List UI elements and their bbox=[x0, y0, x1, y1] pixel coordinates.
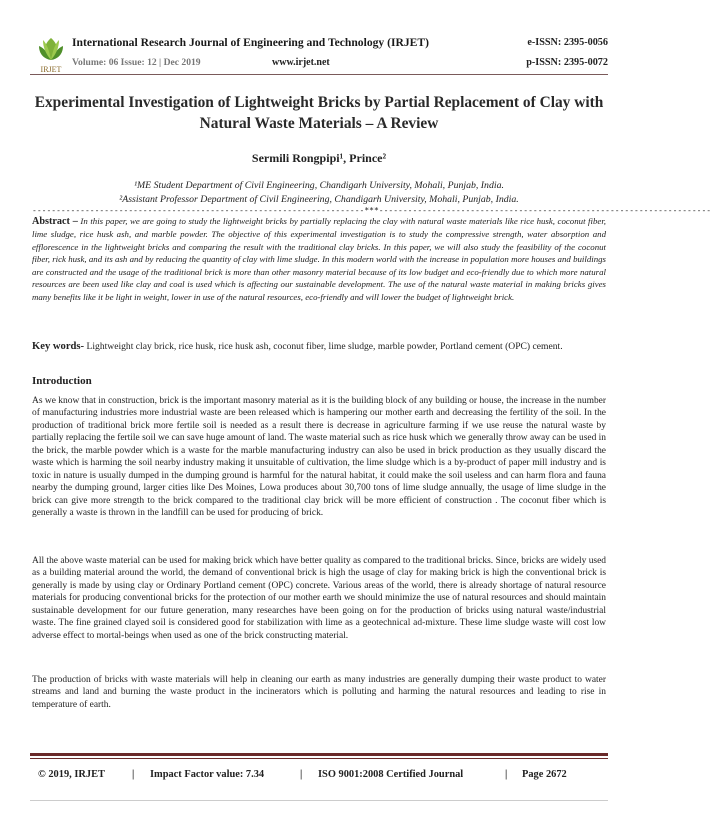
footer-iso: ISO 9001:2008 Certified Journal bbox=[318, 769, 464, 780]
paper-authors: Sermili Rongpipi¹, Prince² bbox=[251, 151, 387, 165]
introduction-heading: Introduction bbox=[32, 375, 92, 387]
logo-text: IRJET bbox=[40, 65, 62, 74]
footer-copyright: © 2019, IRJET bbox=[38, 769, 105, 780]
footer-separator: | bbox=[300, 769, 303, 780]
footer-rule-thin bbox=[30, 758, 608, 759]
abstract bbox=[32, 215, 606, 303]
affiliation-2: ²Assistant Professor Department of Civil Engineering, Chandigarh University, Mohali, Punjab, India. bbox=[119, 194, 519, 205]
paper-title: Experimental Investigation of Lightweight Bricks by Partial Replacement of Clay with Natural Waste Materials – A Review bbox=[34, 94, 604, 132]
introduction-paragraph-3: The production of bricks with waste materials will help in cleaning our earth as many industries are generally dumping their waste product to water streams and land and burning the waste product in the incinerators which is polluting and harming the natural resources and leading to rise in temperature of earth. bbox=[32, 675, 606, 710]
abstract-text: In this paper, we are going to study the lightweight bricks by partially replacing the clay with natural waste materials like rice husk, coconut fiber, lime sludge, rice husk ash, and marble powder. The objective of this experimental investigation is to study the compressive strength, water absorption and efflorescence in the lightweight bricks and comparing the result with the traditional clay bricks. In this paper, we will also study the feasibility of the coconut fiber, rick husk, and its ash and by reducing the quantity of clay with lime sludge. In this modern world with the increase in population more houses and buildings are constructed and the usage of the traditional brick is more than other masonry material because of its low budget and eco-friendly due to which more natural resources are been used like clay and coal is used which is affecting our sustainable development. The use of the natural waste material in making bricks gives many benefits like it be light in weight, lower in use of the natural resources, eco-friendly and will lower the budget of lightweight brick. bbox=[32, 216, 606, 302]
e-issn: e-ISSN: 2395-0056 bbox=[527, 37, 608, 48]
keywords bbox=[32, 340, 606, 353]
abstract-label: Abstract – bbox=[32, 216, 78, 227]
footer-separator: | bbox=[505, 769, 508, 780]
p-issn: p-ISSN: 2395-0072 bbox=[526, 57, 608, 68]
affiliation-1: ¹ME Student Department of Civil Engineering, Chandigarh University, Mohali, Punjab, India. bbox=[134, 180, 504, 191]
footer-separator: | bbox=[132, 769, 135, 780]
footer-rule bbox=[30, 753, 608, 756]
footer-bottom-rule bbox=[30, 800, 608, 801]
journal-name: International Research Journal of Engineering and Technology (IRJET) bbox=[72, 36, 429, 49]
introduction-paragraph-2: All the above waste material can be used for making brick which have better quality as compared to the traditional bricks. Since, bricks are widely used as a building material around the world, the demand of conventional brick is high the usage of clay for making brick is high the conventional brick is generally is made by using clay or Ordinary Portland cement (OPC) concrete. Various areas of the world, there is already shortage of natural resource materials for producing conventional bricks for the protection of our mother earth we should minimize the use of natural resources and should maintain sustainable development for our future generation, many researches have been going on for the production of bricks using natural waste/industrial waste. The fine grained clayed soil is considered good for stabilization with lime as a geotechnical ad-mixture. These lime sludge waste will cost low adverse effect to mortal-beings when used as one of the brick constructing material. bbox=[32, 556, 606, 641]
separator-line: ---------------------------------------------------------------------***--------------------------------------------------------------------- bbox=[32, 206, 711, 215]
introduction-paragraph-1: As we know that in construction, brick is the important masonry material as it is the building block of any building or house, the increase in the number of manufacturing industries more industrial waste are been released which is hampering our mother earth and decreasing the fertility of the soil. In the production of traditional brick more fertile soil is needed as a result there is decrease in agriculture farming if we use reuse the natural waste by partially replacing the fertile soil we can save huge amount of land. The waste material such as rice husk which we generally throw away can be used in the brick, the marble powder which is a waste for the marble manufacturing industry can also be used in brick production as they usually discard the waste which is harming the soil nearby industry making it unsuitable of cultivation, the lime sludge which is a by-product of paper mill industry and is toxic in nature is usually dumped in the dumping ground is harmful for the natural habitat, it could make the soil useless and can harm flora and fauna nearby the dumping ground, larger cities like Des Moines, Lowa produces about 30,700 tons of lime sludge annually, the usage of lime sludge in the brick can give more strength to the brick compared to the traditional clay brick will be more efficient of construction . The coconut fiber which is generally a waste is thrown in the landfill can be used for producing of brick. bbox=[32, 396, 606, 519]
keywords-text: Lightweight clay brick, rice husk, rice husk ash, coconut fiber, lime sludge, marble powder, Portland cement (OPC) cement. bbox=[86, 341, 563, 352]
keywords-label: Key words- bbox=[32, 341, 85, 352]
volume-issue: Volume: 06 Issue: 12 | Dec 2019 bbox=[72, 57, 201, 68]
footer-page-number: Page 2672 bbox=[522, 769, 567, 780]
header-rule bbox=[30, 74, 608, 75]
journal-website: www.irjet.net bbox=[272, 57, 330, 68]
footer-impact-factor: Impact Factor value: 7.34 bbox=[150, 769, 265, 780]
journal-header bbox=[0, 0, 638, 80]
irjet-logo-icon bbox=[34, 34, 68, 74]
